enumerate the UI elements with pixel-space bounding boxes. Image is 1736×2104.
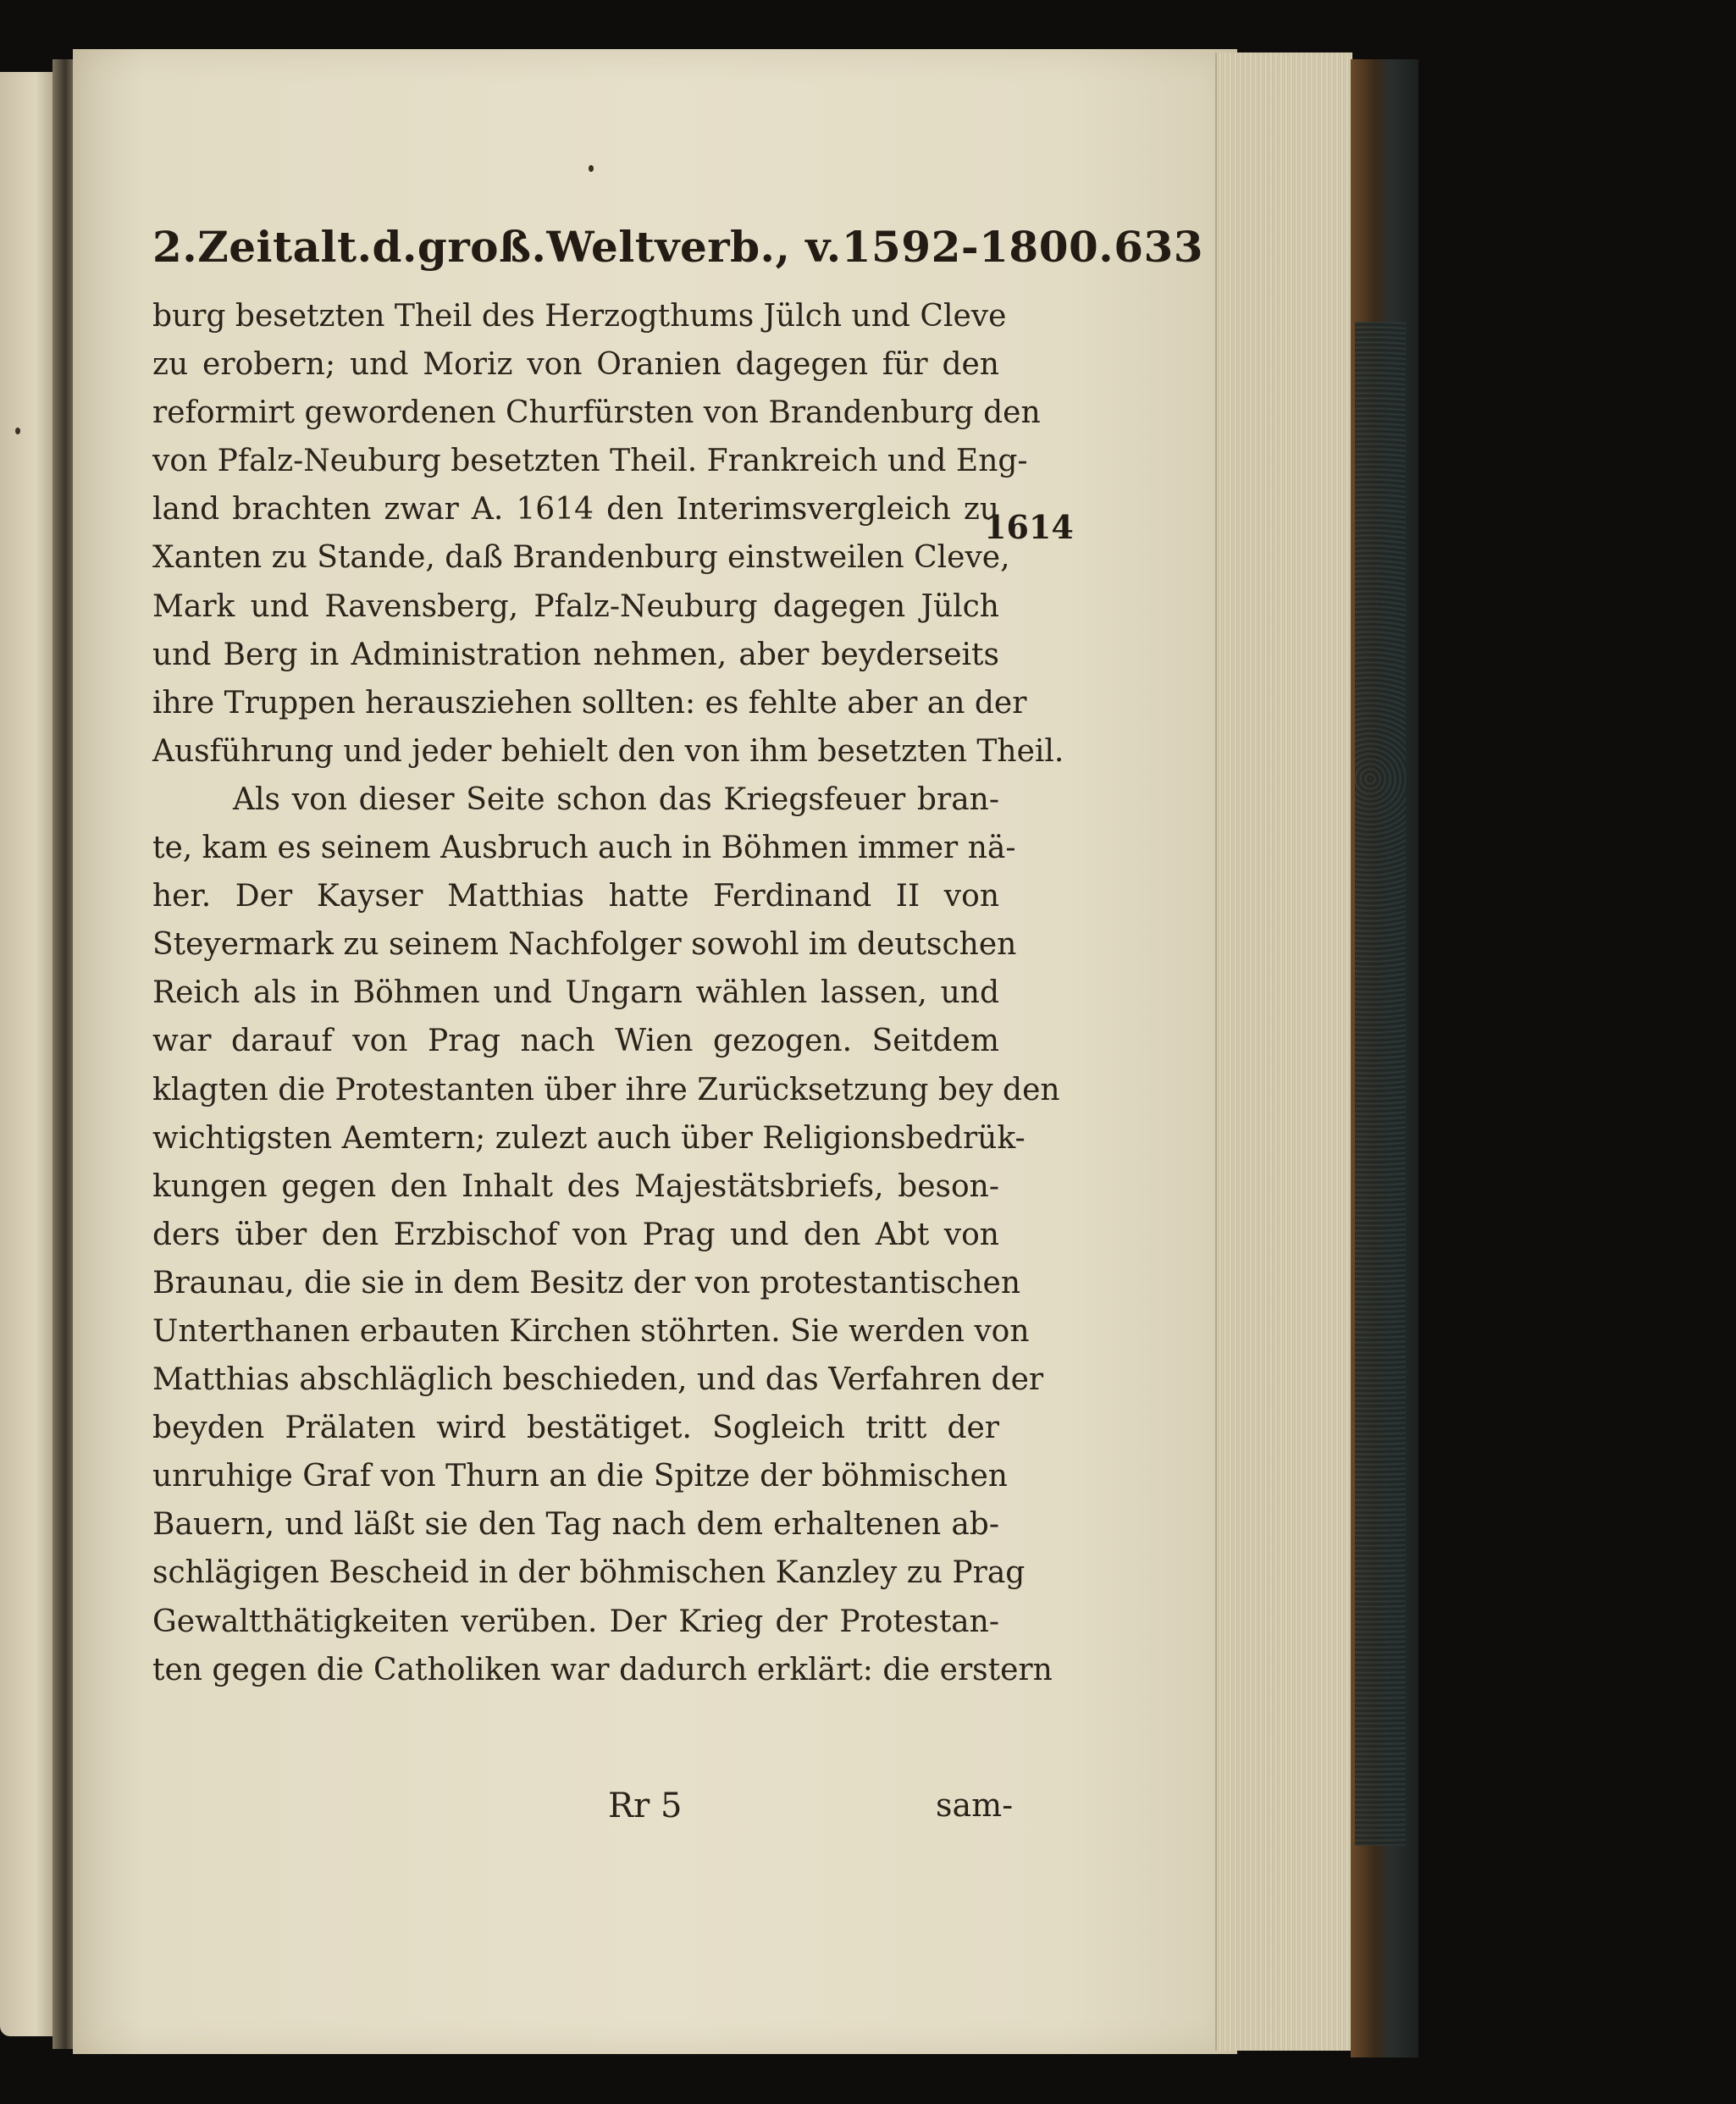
text-line: burg besetzten Theil des Herzogthums Jülch und Cleve [152, 299, 1007, 334]
text-line: land brachten zwar A. 1614 den Interimsvergleich zu [152, 492, 999, 527]
text-line: von Pfalz-Neuburg besetzten Theil. Frankreich und Eng- [152, 444, 1028, 479]
text-line: ihre Truppen herausziehen sollten: es fehlte aber an der [152, 685, 1027, 721]
text-line: Steyermark zu seinem Nachfolger sowohl im deutschen [152, 927, 1017, 963]
running-header [152, 222, 1204, 276]
text-line: klagten die Protestanten über ihre Zurücksetzung bey den [152, 1072, 1060, 1107]
text-line: Reich als in Böhmen und Ungarn wählen lassen, und [152, 975, 999, 1011]
text-line: Mark und Ravensberg, Pfalz-Neuburg dagegen Jülch [152, 588, 999, 624]
ink-speck [15, 428, 20, 434]
page-block-edges [1215, 52, 1352, 2051]
text-line: zu erobern; und Moriz von Oranien dagegen für den [152, 347, 999, 383]
ink-speck [589, 165, 594, 172]
text-line: Xanten zu Stande, daß Brandenburg einstweilen Cleve, [152, 540, 1010, 576]
running-title: 2.Zeitalt.d.groß.Weltverb., v.1592-1800. [152, 222, 1114, 272]
margin-year-note: 1614 [984, 508, 1074, 546]
text-line: her. Der Kayser Matthias hatte Ferdinand II von [152, 879, 999, 914]
text-line: ders über den Erzbischof von Prag und den Abt von [152, 1217, 999, 1252]
text-line: wichtigsten Aemtern; zulezt auch über Religionsbedrük- [152, 1120, 1026, 1156]
text-line: Matthias abschläglich beschieden, und das Verfahren der [152, 1362, 1044, 1398]
text-line: Unterthanen erbauten Kirchen stöhrten. Sie werden von [152, 1313, 1030, 1349]
text-line: unruhige Graf von Thurn an die Spitze der böhmischen [152, 1459, 1008, 1494]
text-line: war darauf von Prag nach Wien gezogen. Seitdem [152, 1024, 999, 1059]
text-line: Als von dieser Seite schon das Kriegsfeuer bran- [233, 781, 999, 817]
text-line: Gewaltthätigkeiten verüben. Der Krieg der Protestan- [152, 1604, 999, 1639]
catchword: sam- [936, 1786, 1014, 1824]
marbled-cover-paper [1355, 322, 1406, 1846]
body-text [152, 292, 1064, 1694]
text-line: Bauern, und läßt sie den Tag nach dem erhaltenen ab- [152, 1507, 999, 1543]
text-line: und Berg in Administration nehmen, aber beyderseits [152, 637, 999, 672]
text-line: beyden Prälaten wird bestätiget. Sogleich tritt der [152, 1411, 999, 1446]
text-line: schlägigen Bescheid in der böhmischen Kanzley zu Prag [152, 1555, 1026, 1591]
text-line: Braunau, die sie in dem Besitz der von protestantischen [152, 1265, 1020, 1301]
page-number: 633 [1114, 222, 1204, 272]
left-page-edge [0, 72, 59, 2036]
signature-mark: Rr 5 [608, 1786, 683, 1825]
text-line: Ausführung und jeder behielt den von ihm besetzten Theil. [152, 733, 1064, 769]
text-line: reformirt gewordenen Churfürsten von Brandenburg den [152, 395, 1041, 431]
text-line: te, kam es seinem Ausbruch auch in Böhmen immer nä- [152, 831, 1016, 866]
text-line: ten gegen die Catholiken war dadurch erklärt: die erstern [152, 1652, 1053, 1687]
text-line: kungen gegen den Inhalt des Majestätsbriefs, beson- [152, 1168, 999, 1204]
